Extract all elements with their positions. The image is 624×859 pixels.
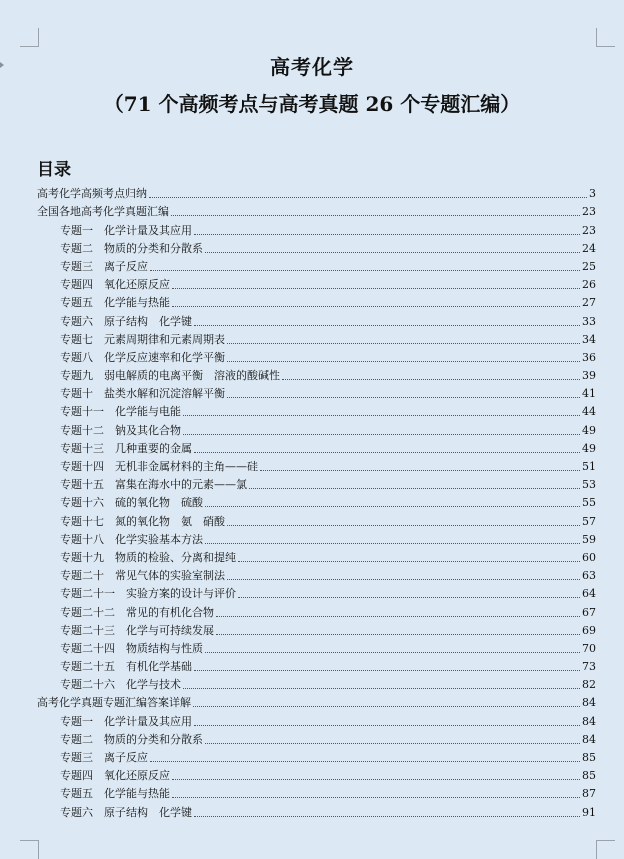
toc-entry[interactable] bbox=[37, 783, 596, 801]
toc-leader-dots bbox=[227, 342, 580, 344]
toc-entry[interactable] bbox=[37, 692, 596, 710]
toc-entry[interactable] bbox=[37, 656, 596, 674]
toc-entry-page: 67 bbox=[582, 605, 596, 619]
toc-leader-dots bbox=[150, 760, 580, 762]
toc-entry-label: 专题七 元素周期律和元素周期表 bbox=[60, 332, 225, 346]
corner-mark-bottom-left bbox=[20, 840, 39, 859]
toc-leader-dots bbox=[193, 705, 580, 707]
toc-entry[interactable] bbox=[37, 801, 596, 819]
toc-entry[interactable] bbox=[37, 601, 596, 619]
corner-mark-top-left bbox=[20, 28, 39, 47]
toc-entry-page: 26 bbox=[582, 278, 596, 292]
toc-entry-label: 高考化学真题专题汇编答案详解 bbox=[37, 696, 191, 710]
toc-entry-label: 专题三 离子反应 bbox=[60, 259, 148, 273]
toc-entry-page: 63 bbox=[582, 569, 596, 583]
toc-leader-dots bbox=[260, 469, 580, 471]
toc-leader-dots bbox=[205, 251, 580, 253]
toc-entry-label: 专题十三 几种重要的金属 bbox=[60, 441, 192, 455]
toc-entry-label: 专题二十二 常见的有机化合物 bbox=[60, 605, 214, 619]
toc-leader-dots bbox=[216, 633, 580, 635]
toc-entry[interactable] bbox=[37, 238, 596, 256]
corner-mark-bottom-right bbox=[596, 840, 615, 859]
toc-entry-label: 专题八 化学反应速率和化学平衡 bbox=[60, 350, 225, 364]
toc-entry-page: 34 bbox=[582, 332, 596, 346]
toc-entry-label: 专题九 弱电解质的电离平衡 溶液的酸碱性 bbox=[60, 369, 280, 383]
toc-leader-dots bbox=[194, 815, 580, 817]
toc-leader-dots bbox=[216, 615, 580, 617]
toc-leader-dots bbox=[149, 196, 587, 198]
toc-leader-dots bbox=[238, 596, 580, 598]
toc-entry[interactable] bbox=[37, 674, 596, 692]
toc-entry[interactable] bbox=[37, 529, 596, 547]
toc-leader-dots bbox=[205, 742, 580, 744]
toc-entry-label: 专题二十一 实验方案的设计与评价 bbox=[60, 587, 236, 601]
toc-leader-dots bbox=[183, 433, 580, 435]
toc-entry-label: 专题二十五 有机化学基础 bbox=[60, 660, 192, 674]
toc-entry[interactable] bbox=[37, 383, 596, 401]
toc-entry-label: 专题十五 富集在海水中的元素——氯 bbox=[60, 478, 247, 492]
toc-entry-label: 高考化学高频考点归纳 bbox=[37, 187, 147, 201]
toc-entry-page: 64 bbox=[582, 587, 596, 601]
toc-entry-page: 91 bbox=[582, 805, 596, 819]
toc-leader-dots bbox=[171, 214, 580, 216]
toc-leader-dots bbox=[205, 542, 580, 544]
toc-entry-page: 69 bbox=[582, 623, 596, 637]
toc-entry-page: 23 bbox=[582, 205, 596, 219]
toc-entry-label: 专题十八 化学实验基本方法 bbox=[60, 532, 203, 546]
toc-entry-label: 专题四 氧化还原反应 bbox=[60, 769, 170, 783]
toc-entry-label: 专题五 化学能与热能 bbox=[60, 787, 170, 801]
toc-leader-dots bbox=[150, 269, 580, 271]
toc-entry[interactable] bbox=[37, 329, 596, 347]
toc-leader-dots bbox=[172, 796, 580, 798]
toc-entry[interactable] bbox=[37, 510, 596, 528]
toc-entry-label: 专题四 氧化还原反应 bbox=[60, 278, 170, 292]
toc-entry-label: 专题十二 钠及其化合物 bbox=[60, 423, 181, 437]
toc-leader-dots bbox=[194, 324, 580, 326]
toc-entry[interactable] bbox=[37, 401, 596, 419]
toc-entry-label: 专题十九 物质的检验、分离和提纯 bbox=[60, 550, 236, 564]
toc-entry[interactable] bbox=[37, 710, 596, 728]
toc-entry-page: 3 bbox=[589, 187, 596, 201]
corner-mark-top-right bbox=[596, 28, 615, 47]
toc-entry[interactable] bbox=[37, 747, 596, 765]
toc-entry-page: 39 bbox=[582, 369, 596, 383]
toc-entry[interactable] bbox=[37, 729, 596, 747]
toc-entry[interactable] bbox=[37, 438, 596, 456]
toc-entry[interactable] bbox=[37, 492, 596, 510]
toc-entry-page: 51 bbox=[582, 460, 596, 473]
toc-entry-label: 全国各地高考化学真题汇编 bbox=[37, 205, 169, 219]
toc-leader-dots bbox=[249, 487, 580, 489]
toc-entry-label: 专题十四 无机非金属材料的主角——硅 bbox=[60, 460, 258, 473]
toc-entry-label: 专题二十三 化学与可持续发展 bbox=[60, 623, 214, 637]
toc-entry[interactable] bbox=[37, 201, 596, 219]
toc-leader-dots bbox=[238, 560, 580, 562]
toc-entry[interactable] bbox=[37, 274, 596, 292]
toc-leader-dots bbox=[194, 451, 580, 453]
toc-entry[interactable] bbox=[37, 620, 596, 638]
toc-entry-label: 专题二 物质的分类和分散系 bbox=[60, 732, 203, 746]
toc-entry[interactable] bbox=[37, 765, 596, 783]
toc-leader-dots bbox=[282, 378, 580, 380]
toc-entry-label: 专题五 化学能与热能 bbox=[60, 296, 170, 310]
toc-leader-dots bbox=[205, 505, 580, 507]
toc-entry-page: 84 bbox=[582, 696, 596, 710]
toc-leader-dots bbox=[183, 687, 580, 689]
toc-leader-dots bbox=[194, 669, 580, 671]
toc-leader-dots bbox=[227, 524, 580, 526]
toc-entry[interactable] bbox=[37, 256, 596, 274]
document-title: 高考化学 bbox=[270, 55, 354, 79]
toc-entry-page: 25 bbox=[582, 259, 596, 273]
toc-entry-page: 60 bbox=[582, 550, 596, 564]
toc-entry-page: 84 bbox=[582, 714, 596, 728]
toc-entry[interactable] bbox=[37, 565, 596, 583]
toc-entry-label: 专题十一 化学能与电能 bbox=[60, 405, 181, 419]
toc-entry-page: 24 bbox=[582, 241, 596, 255]
document-subtitle: （71 个高频考点与高考真题 26 个专题汇编） bbox=[103, 92, 521, 116]
toc-entry-page: 70 bbox=[582, 641, 596, 655]
toc-entry-label: 专题二十 常见气体的实验室制法 bbox=[60, 569, 225, 583]
toc-entry-page: 85 bbox=[582, 751, 596, 764]
toc-entry[interactable] bbox=[37, 219, 596, 237]
toc-leader-dots bbox=[227, 360, 580, 362]
toc-entry-page: 53 bbox=[582, 478, 596, 492]
toc-leader-dots bbox=[194, 724, 580, 726]
toc-leader-dots bbox=[172, 305, 580, 307]
toc-entry-page: 59 bbox=[582, 532, 596, 546]
toc-entry[interactable] bbox=[37, 474, 596, 492]
toc-entry-page: 85 bbox=[582, 769, 596, 783]
table-of-contents bbox=[37, 183, 596, 820]
toc-leader-dots bbox=[194, 233, 580, 235]
toc-entry[interactable] bbox=[37, 365, 596, 383]
toc-leader-dots bbox=[205, 651, 580, 653]
toc-entry-page: 84 bbox=[582, 732, 596, 746]
toc-entry-label: 专题一 化学计量及其应用 bbox=[60, 714, 192, 728]
toc-entry-page: 49 bbox=[582, 423, 596, 437]
toc-entry-page: 44 bbox=[582, 405, 596, 419]
toc-entry-label: 专题六 原子结构 化学键 bbox=[60, 805, 192, 819]
toc-entry-page: 27 bbox=[582, 296, 596, 310]
toc-leader-dots bbox=[227, 396, 580, 398]
toc-entry[interactable] bbox=[37, 547, 596, 565]
toc-heading: 目录 bbox=[37, 160, 71, 180]
toc-entry-label: 专题十六 硫的氧化物 硫酸 bbox=[60, 496, 203, 510]
toc-entry-page: 41 bbox=[582, 387, 596, 401]
toc-entry-page: 87 bbox=[582, 787, 596, 801]
toc-entry-label: 专题六 原子结构 化学键 bbox=[60, 314, 192, 328]
toc-entry[interactable] bbox=[37, 347, 596, 365]
toc-leader-dots bbox=[227, 578, 580, 580]
toc-entry-label: 专题二十四 物质结构与性质 bbox=[60, 641, 203, 655]
toc-entry-label: 专题二 物质的分类和分散系 bbox=[60, 241, 203, 255]
toc-entry-label: 专题十七 氮的氧化物 氨 硝酸 bbox=[60, 514, 225, 528]
toc-entry-label: 专题十 盐类水解和沉淀溶解平衡 bbox=[60, 387, 225, 401]
toc-entry[interactable] bbox=[37, 292, 596, 310]
toc-entry-page: 57 bbox=[582, 514, 596, 528]
toc-leader-dots bbox=[172, 778, 580, 780]
toc-entry-page: 55 bbox=[582, 496, 596, 510]
toc-entry-label: 专题二十六 化学与技术 bbox=[60, 678, 181, 692]
toc-entry-page: 73 bbox=[582, 660, 596, 674]
toc-leader-dots bbox=[183, 414, 580, 416]
toc-entry[interactable] bbox=[37, 183, 596, 201]
toc-entry[interactable] bbox=[37, 638, 596, 656]
title-block bbox=[0, 52, 624, 120]
toc-entry[interactable] bbox=[37, 310, 596, 328]
toc-leader-dots bbox=[172, 287, 580, 289]
toc-entry-page: 23 bbox=[582, 223, 596, 237]
toc-entry[interactable] bbox=[37, 583, 596, 601]
toc-entry-page: 82 bbox=[582, 678, 596, 692]
toc-entry-page: 33 bbox=[582, 314, 596, 328]
toc-entry[interactable] bbox=[37, 456, 596, 474]
toc-entry-page: 49 bbox=[582, 441, 596, 455]
toc-entry[interactable] bbox=[37, 419, 596, 437]
toc-entry-label: 专题三 离子反应 bbox=[60, 751, 148, 764]
toc-entry-label: 专题一 化学计量及其应用 bbox=[60, 223, 192, 237]
toc-entry-page: 36 bbox=[582, 350, 596, 364]
